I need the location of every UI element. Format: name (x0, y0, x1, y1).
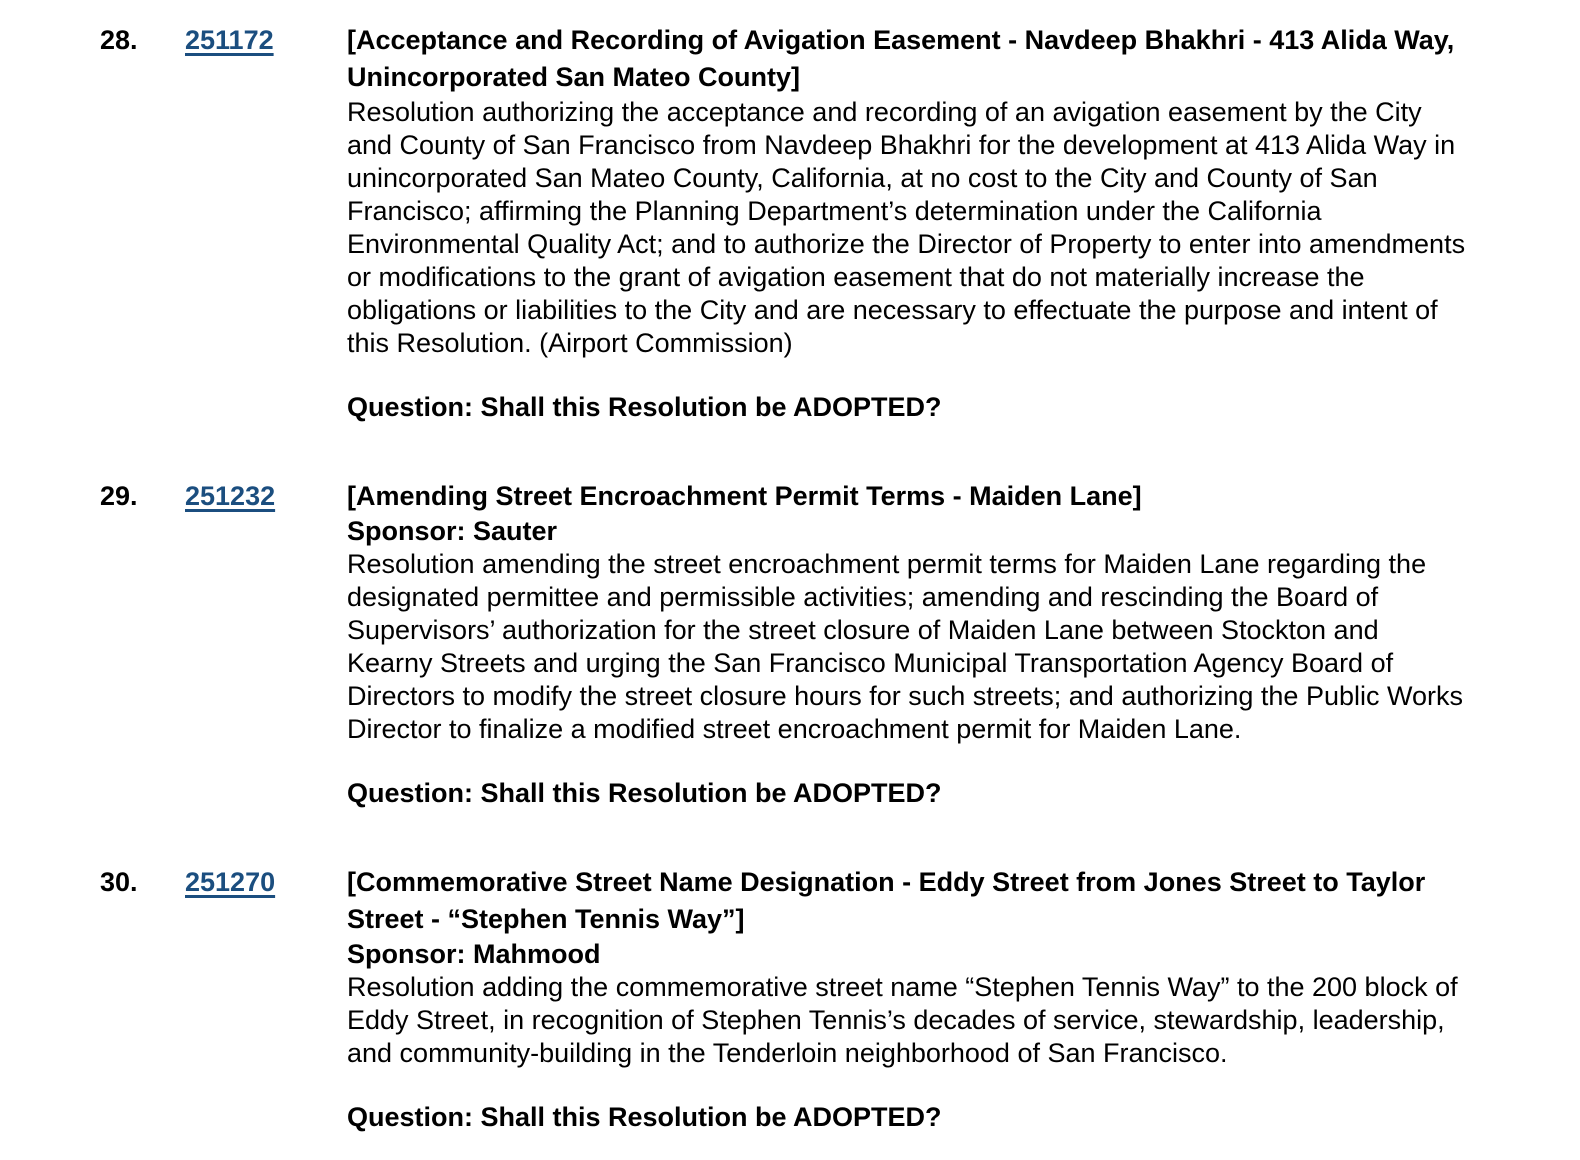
agenda-item (100, 478, 1540, 810)
file-number-link[interactable]: 251232 (185, 481, 276, 511)
file-number-link[interactable]: 251172 (185, 25, 274, 55)
file-number-link[interactable]: 251270 (185, 867, 276, 897)
item-number: 29. (100, 481, 138, 511)
item-number: 28. (100, 25, 138, 55)
item-question: Question: Shall this Resolution be ADOPTED? (347, 392, 942, 422)
item-title: [Amending Street Encroachment Permit Terms - Maiden Lane] (347, 481, 1142, 511)
agenda-item (100, 22, 1540, 424)
item-sponsor: Sponsor: Sauter (347, 516, 558, 546)
item-question: Question: Shall this Resolution be ADOPTED? (347, 1102, 942, 1132)
agenda-list (100, 22, 1540, 1134)
item-title: [Acceptance and Recording of Avigation Easement - Navdeep Bhakhri - 413 Alida Way, Unincorporated San Mateo County] (347, 25, 1455, 92)
file-number-cell (185, 864, 347, 901)
item-content (347, 864, 1469, 1134)
file-number-cell (185, 22, 347, 59)
item-title: [Commemorative Street Name Designation - Eddy Street from Jones Street to Taylor Street - “Stephen Tennis Way”] (347, 867, 1426, 934)
item-description: Resolution amending the street encroachment permit terms for Maiden Lane regarding the designated permittee and permissible activities; amending and rescinding the Board of Supervisors’ authorization for the street closure of Maiden Lane between Stockton and Kearny Streets and urging the San Francisco Municipal Transportation Agency Board of Directors to modify the street closure hours for such streets; and authorizing the Public Works Director to finalize a modified street encroachment permit for Maiden Lane. (347, 549, 1463, 744)
file-number-cell (185, 478, 347, 515)
item-sponsor: Sponsor: Mahmood (347, 939, 601, 969)
item-description: Resolution adding the commemorative street name “Stephen Tennis Way” to the 200 block of Eddy Street, in recognition of Stephen Tennis’s decades of service, stewardship, leadership, and community-building in the Tenderloin neighborhood of San Francisco. (347, 972, 1458, 1068)
item-content (347, 478, 1469, 810)
item-content (347, 22, 1469, 424)
agenda-item (100, 864, 1540, 1134)
item-question: Question: Shall this Resolution be ADOPTED? (347, 778, 942, 808)
item-number: 30. (100, 867, 138, 897)
item-description: Resolution authorizing the acceptance and recording of an avigation easement by the City and County of San Francisco from Navdeep Bhakhri for the development at 413 Alida Way in unincorporated San Mateo County, California, at no cost to the City and County of San Francisco; affirming the Planning Department’s determination under the California Environmental Quality Act; and to authorize the Director of Property to enter into amendments or modifications to the grant of avigation easement that do not materially increase the obligations or liabilities to the City and are necessary to effectuate the purpose and intent of this Resolution. (Airport Commission) (347, 97, 1466, 358)
